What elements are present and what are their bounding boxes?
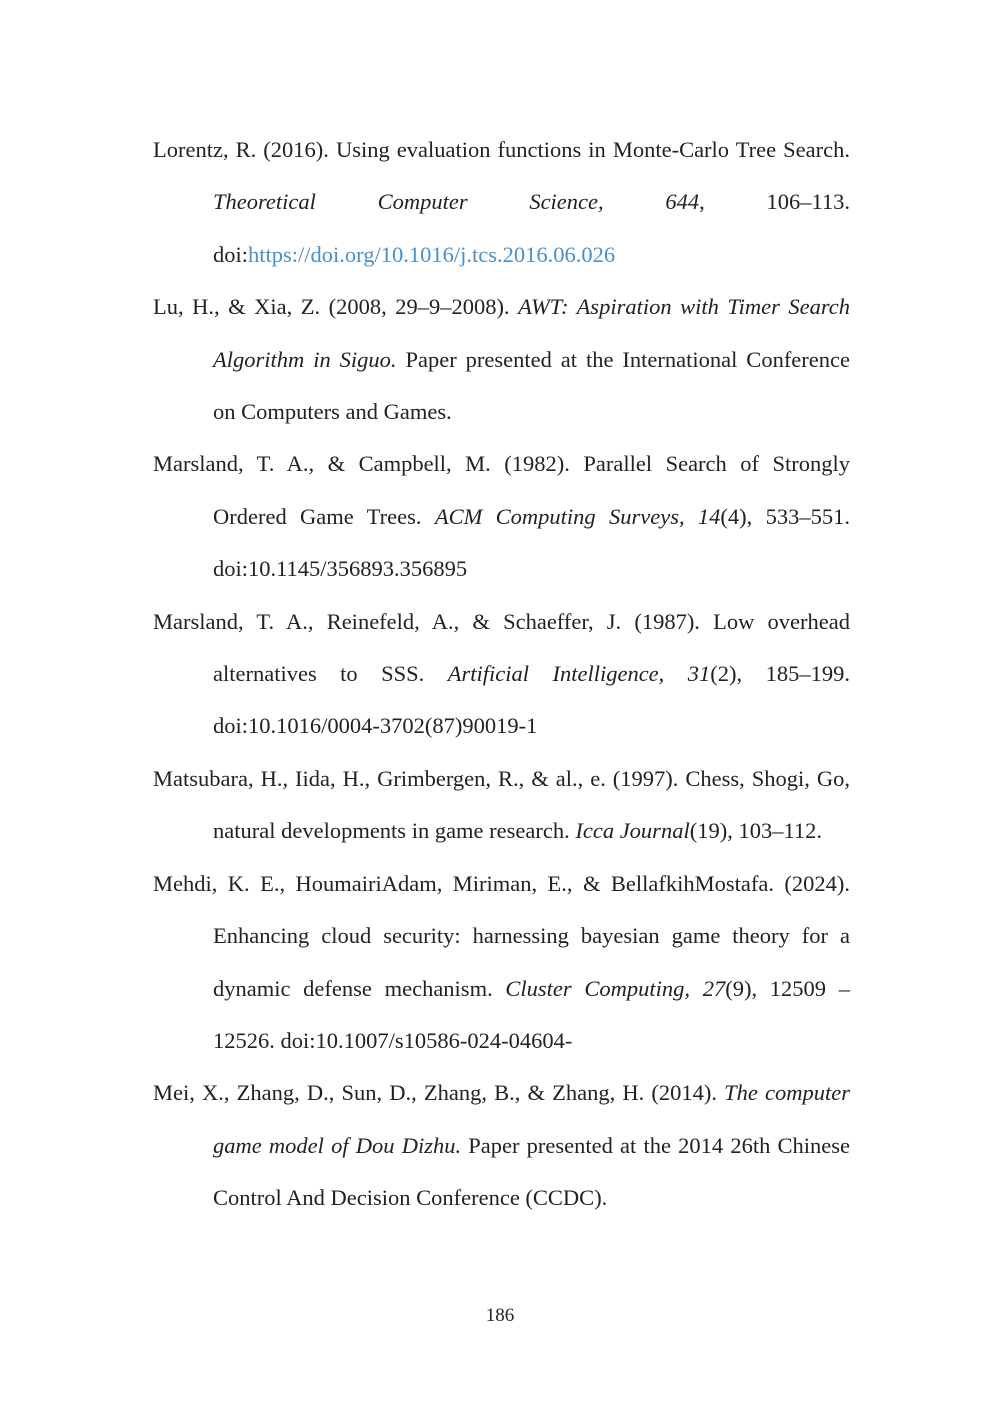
reference-details: (19), 103–112. <box>689 818 822 844</box>
reference-entry-matsubara <box>153 753 850 858</box>
reference-entry-marsland-reinefeld <box>153 596 850 753</box>
reference-details: , 106–113. doi: <box>213 189 850 267</box>
reference-authors-title: Matsubara, H., Iida, H., Grimbergen, R., & al., e. (1997). Chess, Shogi, Go, natural developments in game research. <box>153 765 850 844</box>
reference-journal: Cluster Computing, 27 <box>505 975 726 1001</box>
doi-link[interactable]: https://doi.org/10.1016/j.tcs.2016.06.026 <box>248 241 616 267</box>
reference-authors-title: Lorentz, R. (2016). Using evaluation functions in Monte-Carlo Tree Search. <box>153 137 850 162</box>
reference-journal: ACM Computing Surveys, 14 <box>434 503 721 529</box>
reference-authors: Lu, H., & Xia, Z. (2008, 29–9–2008). <box>153 294 519 320</box>
reference-entry-mehdi <box>153 858 850 1068</box>
reference-authors-title: Mehdi, K. E., HoumairiAdam, Miriman, E., & BellafkihMostafa. (2024). Enhancing cloud security: harnessing bayesian game theory for a dynamic defense mechanism. <box>153 870 850 1001</box>
reference-details: Paper presented at the International Conference on Computers and Games. <box>213 346 850 425</box>
reference-entry-lorentz <box>153 124 850 281</box>
reference-details: (9), 12509 – 12526. doi:10.1007/s10586-024-04604- <box>213 975 850 1053</box>
reference-entry-mei <box>153 1067 850 1224</box>
reference-journal: Icca Journal <box>575 818 690 844</box>
reference-authors: Mei, X., Zhang, D., Sun, D., Zhang, B., & Zhang, H. (2014). <box>153 1080 725 1106</box>
reference-title: AWT: Aspiration with Timer Search Algorithm in Siguo. <box>213 294 850 372</box>
reference-entry-marsland-campbell <box>153 438 850 595</box>
reference-details: Paper presented at the 2014 26th Chinese Control And Decision Conference (CCDC). <box>213 1132 850 1211</box>
reference-authors-title: Marsland, T. A., Reinefeld, A., & Schaeffer, J. (1987). Low overhead alternatives to SSS. <box>153 608 850 687</box>
reference-details: (4), 533–551. doi:10.1145/356893.356895 <box>213 503 850 582</box>
reference-journal: Artificial Intelligence, 31 <box>447 661 711 687</box>
reference-entry-lu <box>153 281 850 438</box>
reference-journal: Theoretical Computer Science, 644 <box>213 189 700 215</box>
reference-list <box>153 124 850 1225</box>
reference-authors-title: Marsland, T. A., & Campbell, M. (1982). Parallel Search of Strongly Ordered Game Trees. <box>153 451 850 529</box>
page-number: 186 <box>485 1305 515 1326</box>
reference-details: (2), 185–199. doi:10.1016/0004-3702(87)90019-1 <box>213 661 850 739</box>
reference-title: The computer game model of Dou Dizhu. <box>213 1080 850 1158</box>
